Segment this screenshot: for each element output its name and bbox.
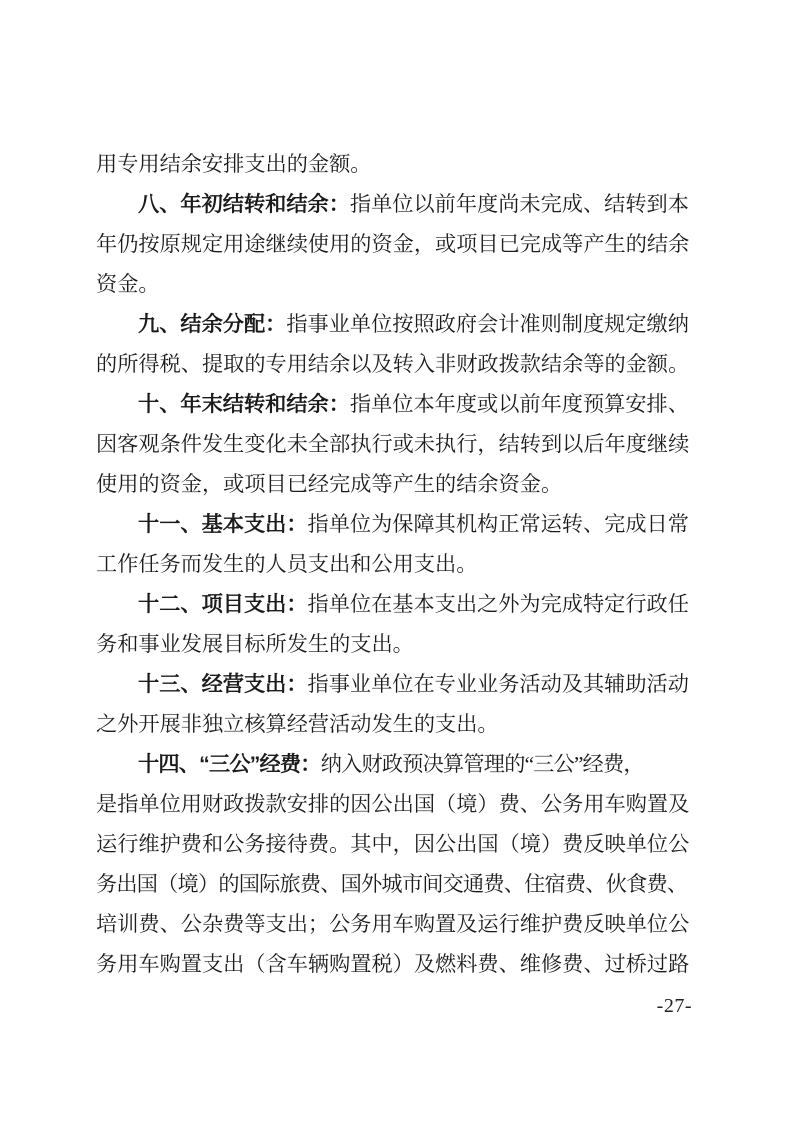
text-segment: 纳入财政预决算管理的“三公”经费， [320,752,644,776]
text-segment: 之外开展非独立核算经营活动发生的支出。 [96,712,499,736]
text-segment: 因客观条件发生变化未全部执行或未执行，结转到以后年度继续 [96,432,690,456]
text-line [96,384,694,424]
text-line [96,424,694,464]
text-segment: 指事业单位按照政府会计准则制度规定缴纳 [286,312,689,336]
text-line [96,824,694,864]
term-lead: 十二、项目支出： [138,593,308,616]
term-lead: 八、年初结转和结余： [138,193,350,216]
page-number: -27- [656,995,692,1017]
text-line [96,304,694,344]
term-lead: 十四、“三公”经费： [138,753,321,776]
text-line [96,344,694,384]
text-line [96,944,694,984]
text-segment: 资金。 [96,272,160,296]
text-line [96,264,694,304]
text-line [96,624,694,664]
text-segment: 务用车购置支出（含车辆购置税）及燃料费、维修费、过桥过路 [96,952,690,976]
text-line [96,504,694,544]
term-lead: 十三、经营支出： [138,673,308,696]
text-line [96,664,694,704]
text-segment: 培训费、公杂费等支出；公务用车购置及运行维护费反映单位公 [96,912,690,936]
text-line [96,464,694,504]
text-segment: 工作任务而发生的人员支出和公用支出。 [96,552,478,576]
text-line [96,544,694,584]
text-line [96,704,694,744]
text-segment: 指单位在基本支出之外为完成特定行政任 [307,592,689,616]
text-segment: 指事业单位在专业业务活动及其辅助活动 [307,672,689,696]
document-body [96,144,694,984]
text-line [96,784,694,824]
text-segment: 务出国（境）的国际旅费、国外城市间交通费、住宿费、伙食费、 [96,872,688,896]
text-segment: 是指单位用财政拨款安排的因公出国（境）费、公务用车购置及 [96,792,690,816]
term-lead: 十、年末结转和结余： [138,393,350,416]
text-line [96,184,694,224]
text-line [96,904,694,944]
text-line [96,744,694,784]
text-line [96,224,694,264]
text-line [96,584,694,624]
text-segment: 使用的资金，或项目已经完成等产生的结余资金。 [96,472,563,496]
text-segment: 年仍按原规定用途继续使用的资金，或项目已完成等产生的结余 [96,232,690,256]
text-segment: 指单位为保障其机构正常运转、完成日常 [307,512,689,536]
text-line [96,864,694,904]
text-segment: 运行维护费和公务接待费。其中，因公出国（境）费反映单位公 [96,832,690,856]
text-segment: 指单位本年度或以前年度预算安排、 [349,392,689,416]
text-segment: 的所得税、提取的专用结余以及转入非财政拨款结余等的金额。 [96,352,690,376]
text-line [96,144,694,184]
term-lead: 十一、基本支出： [138,513,308,536]
text-segment: 指单位以前年度尚未完成、结转到本 [349,192,689,216]
text-segment: 用专用结余安排支出的金额。 [96,152,372,176]
term-lead: 九、结余分配： [138,313,287,336]
text-segment: 务和事业发展目标所发生的支出。 [96,632,414,656]
